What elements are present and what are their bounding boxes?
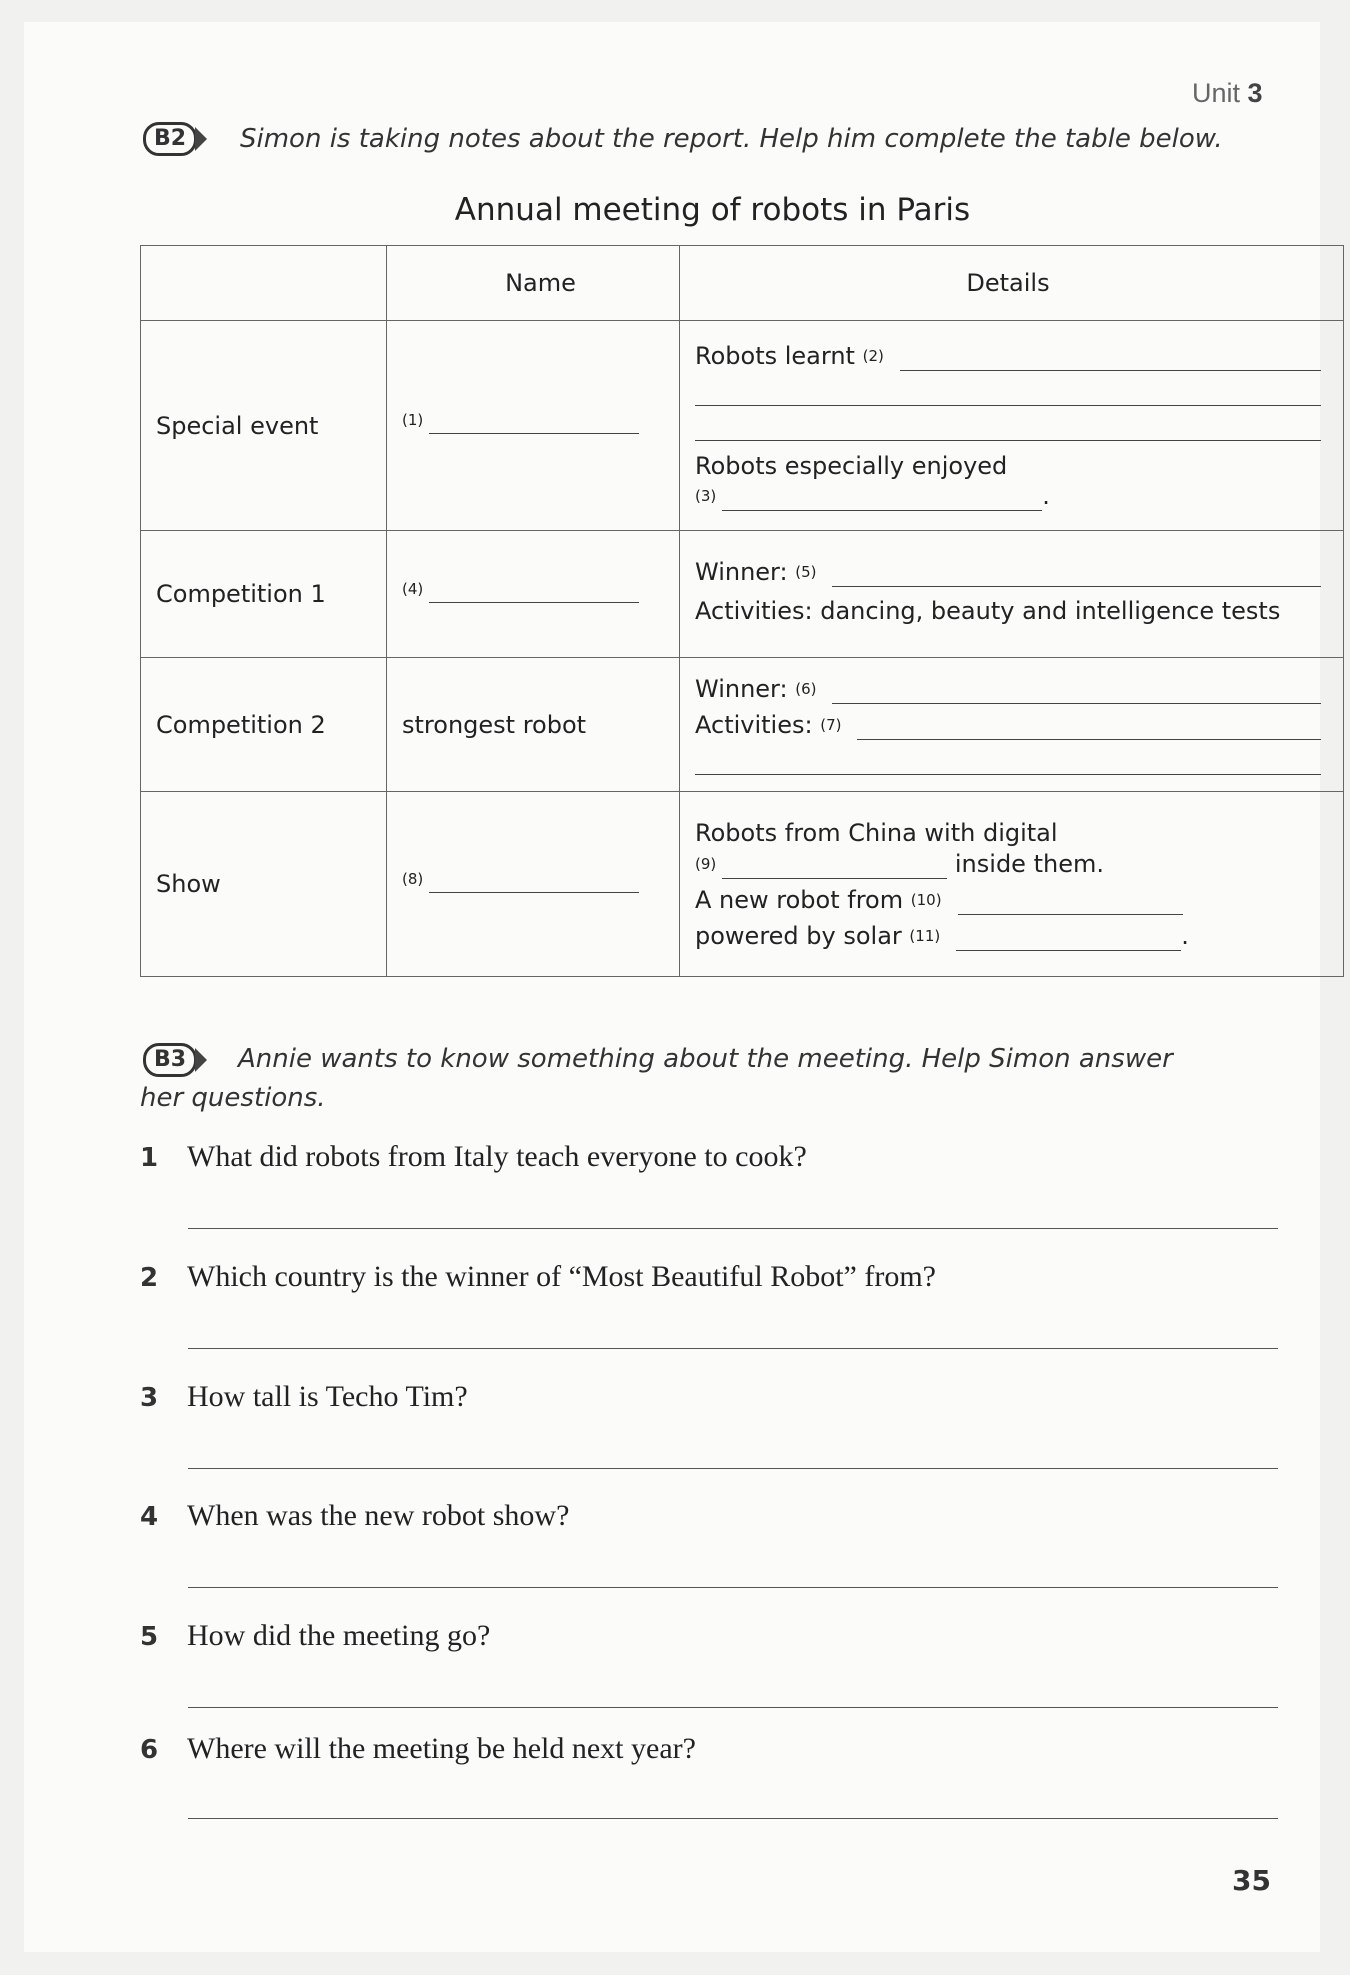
- question-text: What did robots from Italy teach everyone to cook?: [187, 1140, 807, 1173]
- details-cell: Robots learnt (2) Robots especially enjoyed (3) .: [680, 321, 1344, 531]
- question-number: 3: [140, 1383, 159, 1413]
- row-label: Show: [141, 792, 387, 977]
- blank-number: (8): [402, 869, 424, 888]
- question-6: [140, 1732, 696, 1766]
- blank-number: (4): [402, 579, 424, 598]
- play-arrow-icon: [195, 127, 207, 151]
- answer-line-2[interactable]: [188, 1348, 1278, 1349]
- b3-instruction: Annie wants to know something about the meeting. Help Simon answer her questions.: [140, 1044, 1173, 1113]
- answer-line[interactable]: [695, 371, 1321, 406]
- detail-text: Winner:: [695, 558, 788, 586]
- question-text: How tall is Techo Tim?: [187, 1380, 468, 1413]
- question-text: Where will the meeting be held next year?: [187, 1732, 696, 1765]
- detail-text: powered by solar: [695, 922, 902, 950]
- row-special-event: [141, 321, 1344, 531]
- answer-blank-1[interactable]: [429, 413, 639, 434]
- header-empty-cell: [141, 246, 387, 321]
- question-text: Which country is the winner of “Most Beautiful Robot” from?: [187, 1260, 936, 1293]
- answer-line-3[interactable]: [188, 1468, 1278, 1469]
- blank-number: (9): [695, 855, 717, 873]
- header-details: Details: [680, 246, 1344, 321]
- answer-line[interactable]: [695, 740, 1321, 775]
- answer-line[interactable]: [695, 406, 1321, 441]
- question-1: [140, 1140, 807, 1174]
- answer-blank-11[interactable]: [956, 930, 1181, 951]
- question-number: 6: [140, 1735, 159, 1765]
- details-cell: [680, 658, 1344, 792]
- row-label: Competition 2: [141, 658, 387, 792]
- details-cell: Robots from China with digital (9) inside them. A new robot from (10) powered by solar (11) .: [680, 792, 1344, 977]
- question-number: 1: [140, 1143, 159, 1173]
- header-name: Name: [387, 246, 680, 321]
- blank-number: (11): [909, 927, 941, 945]
- question-2: [140, 1260, 936, 1294]
- b2-badge-label: B2: [143, 122, 197, 156]
- details-cell: [680, 531, 1344, 658]
- row-competition-1: [141, 531, 1344, 658]
- row-label: Competition 1: [141, 531, 387, 658]
- row-show: [141, 792, 1344, 977]
- blank-number: (3): [695, 486, 717, 505]
- b3-badge-label: B3: [143, 1043, 197, 1077]
- blank-number: (1): [402, 411, 424, 429]
- name-cell: [387, 792, 680, 977]
- detail-text: Robots especially enjoyed: [695, 451, 1008, 480]
- question-5: [140, 1619, 490, 1653]
- question-4: [140, 1499, 569, 1533]
- table-title: Annual meeting of robots in Paris: [454, 192, 971, 228]
- name-cell: strongest robot: [387, 658, 680, 792]
- detail-text: Activities: dancing, beauty and intelligence tests: [695, 597, 1281, 625]
- answer-blank-10[interactable]: [958, 894, 1183, 915]
- answer-blank-7[interactable]: [857, 719, 1321, 740]
- blank-number: (7): [820, 716, 842, 734]
- answer-line-5[interactable]: [188, 1707, 1278, 1708]
- detail-text: inside them.: [954, 850, 1104, 878]
- question-3: [140, 1380, 468, 1414]
- table-header-row: [141, 246, 1344, 321]
- name-cell: [387, 531, 680, 658]
- detail-text: Activities:: [695, 711, 813, 739]
- blank-number: (2): [862, 346, 884, 365]
- row-competition-2: [141, 658, 1344, 792]
- answer-blank-9[interactable]: [722, 858, 947, 879]
- answer-line-6[interactable]: [188, 1818, 1278, 1819]
- answer-blank-8[interactable]: [429, 872, 639, 893]
- detail-text: A new robot from: [695, 886, 904, 914]
- blank-number: (6): [795, 680, 817, 698]
- answer-line-1[interactable]: [188, 1228, 1278, 1229]
- answer-blank-5[interactable]: [832, 566, 1321, 587]
- blank-number: (10): [910, 891, 942, 909]
- question-number: 4: [140, 1502, 159, 1532]
- b2-instruction: Simon is taking notes about the report. Help him complete the table below.: [240, 124, 1223, 154]
- answer-blank-6[interactable]: [832, 683, 1321, 704]
- row-label: Special event: [141, 321, 387, 531]
- detail-text: Robots from China with digital: [695, 819, 1058, 847]
- unit-label: Unit 3: [1192, 78, 1263, 108]
- detail-text: Robots learnt: [695, 341, 855, 370]
- answer-blank-3[interactable]: [722, 490, 1042, 511]
- detail-text: Winner:: [695, 675, 788, 703]
- b2-badge: [143, 122, 207, 156]
- notes-table: [140, 245, 1344, 977]
- name-cell: [387, 321, 680, 531]
- blank-number: (5): [795, 563, 817, 581]
- answer-blank-2[interactable]: [900, 350, 1321, 371]
- page-number: 35: [1232, 1864, 1271, 1897]
- question-text: When was the new robot show?: [187, 1499, 570, 1532]
- question-text: How did the meeting go?: [187, 1619, 491, 1652]
- question-number: 2: [140, 1263, 159, 1293]
- question-number: 5: [140, 1622, 159, 1652]
- answer-line-4[interactable]: [188, 1587, 1278, 1588]
- answer-blank-4[interactable]: [429, 582, 639, 603]
